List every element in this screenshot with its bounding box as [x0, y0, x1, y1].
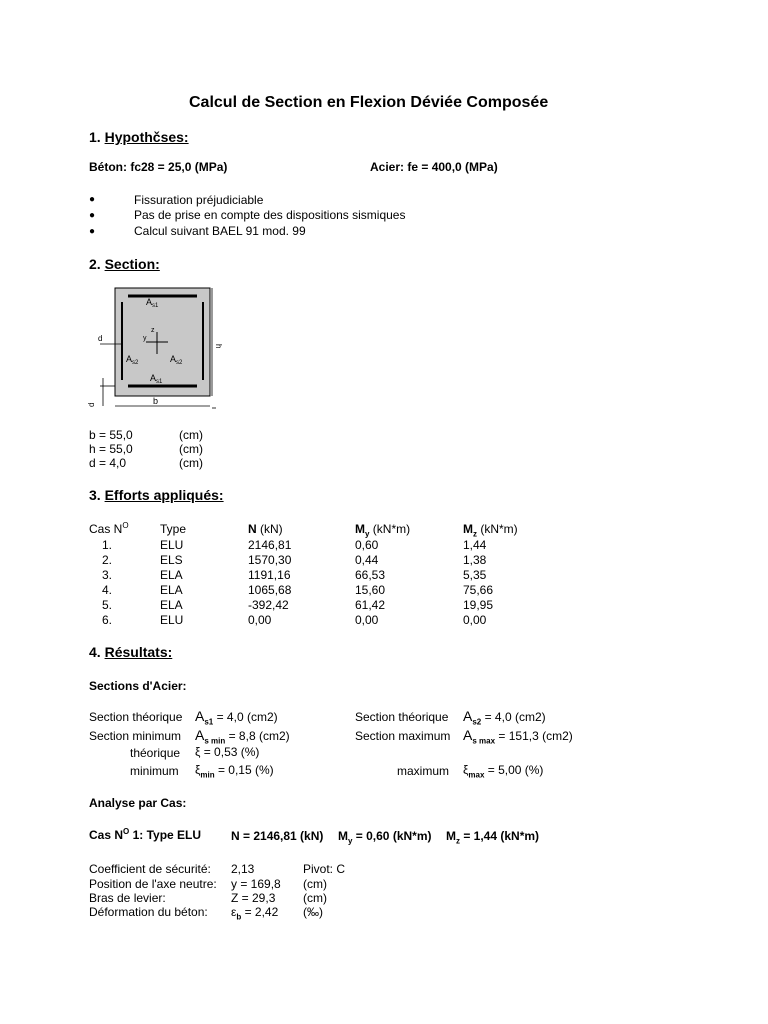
detail-label: Coefficient de sécurité:: [89, 862, 211, 876]
detail-extra: (‰): [303, 905, 323, 919]
table-cell-n: 2146,81: [248, 538, 292, 552]
bullet-item: Calcul suivant BAEL 91 mod. 99: [134, 224, 306, 238]
table-cell-type: ELA: [160, 583, 183, 597]
section-theorique-as2-value: $A_{s2} = 4,0$ (cm2): [463, 708, 546, 727]
section-number: 4.: [89, 644, 101, 660]
dim-h-unit: (cm): [179, 442, 203, 456]
section-maximum-label: Section maximum: [355, 729, 451, 743]
ratio-maximum-label: maximum: [397, 764, 450, 778]
section-label: Efforts appliqués:: [104, 487, 224, 503]
detail-value: 2,13: [231, 862, 255, 876]
table-cell-type: ELA: [160, 598, 183, 612]
table-cell-my: 0,44: [355, 553, 379, 567]
table-cell-my: 0,00: [355, 613, 379, 627]
dim-d-label: d = 4,0: [89, 456, 127, 470]
section-maximum-value: $A_{s max} = 151,3$ (cm2): [463, 727, 573, 746]
subheading-sections-acier: Sections d'Acier:: [89, 679, 187, 693]
subheading-analyse-par-cas: Analyse par Cas:: [89, 796, 187, 810]
table-cell-my: 0,60: [355, 538, 379, 552]
beton-strength: Béton: fc28 = 25,0 (MPa): [89, 160, 228, 174]
section-minimum-label: Section minimum: [89, 729, 182, 743]
label-d-bottom: d: [87, 402, 96, 407]
dim-b-label: b = 55,0: [89, 428, 133, 442]
detail-label: Bras de levier:: [89, 891, 166, 905]
label-as1-top: $A_{s1}$: [146, 297, 159, 309]
dim-h-label: h = 55,0: [89, 442, 133, 456]
section-heading-resultats: [89, 644, 172, 660]
ratio-minimum-label: minimum: [130, 764, 179, 778]
ratio-theorique-value: ξ = 0,53 (%): [195, 745, 260, 759]
table-cell-cas: 4.: [102, 583, 113, 597]
table-cell-mz: 5,35: [463, 568, 487, 582]
section-label: Résultats:: [104, 644, 173, 660]
bullet-item: Fissuration préjudiciable: [134, 193, 264, 207]
table-cell-mz: 75,66: [463, 583, 494, 597]
table-cell-mz: 19,95: [463, 598, 494, 612]
acier-strength: Acier: fe = 400,0 (MPa): [370, 160, 498, 174]
label-b: b: [153, 396, 159, 406]
col-header-type: Type: [160, 522, 187, 536]
ratio-theorique-label: théorique: [130, 746, 181, 760]
label-as2-right: $A_{s2}$: [170, 354, 183, 366]
table-cell-type: ELU: [160, 613, 184, 627]
label-d-left: d: [98, 334, 103, 343]
section-label: Section:: [104, 256, 160, 272]
col-header-mz: $M_z$ (kN*m): [463, 522, 518, 539]
col-header-n: N (kN): [248, 522, 283, 536]
section-minimum-value: $A_{s min} = 8,8$ (cm2): [195, 727, 290, 746]
detail-value: y = 169,8: [231, 877, 281, 891]
table-cell-n: -392,42: [248, 598, 289, 612]
label-h: h: [214, 344, 223, 349]
table-cell-mz: 1,38: [463, 553, 487, 567]
table-cell-n: 1191,16: [248, 568, 291, 582]
bullet-marker: ●: [89, 226, 96, 237]
detail-label: Position de l'axe neutre:: [89, 877, 217, 891]
ratio-minimum-value: $\xi_{min} = 0,15$ (%): [195, 763, 274, 780]
table-cell-mz: 1,44: [463, 538, 487, 552]
label-as2-left: $A_{s2}$: [126, 354, 139, 366]
section-label: Hypothčses:: [104, 129, 189, 145]
detail-extra: (cm): [303, 877, 327, 891]
ratio-maximum-value: $\xi_{max} = 5,00$ (%): [463, 763, 544, 780]
table-cell-my: 66,53: [355, 568, 386, 582]
table-cell-cas: 2.: [102, 553, 113, 567]
col-header-my: $M_y$ (kN*m): [355, 522, 411, 539]
cas-summary-line: Cas $N^O$ 1: Type ELU: [89, 827, 202, 842]
table-cell-my: 15,60: [355, 583, 386, 597]
table-cell-cas: 6.: [102, 613, 113, 627]
section-theorique-as1-label: Section théorique: [89, 710, 183, 724]
label-y: y: [143, 335, 147, 342]
section-heading-hypotheses: [89, 129, 189, 145]
section-theorique-as2-label: Section théorique: [355, 710, 449, 724]
section-number: 3.: [89, 487, 101, 503]
bullet-item: Pas de prise en compte des dispositions sismiques: [134, 208, 406, 222]
label-as1-bottom: $A_{s1}$: [150, 373, 163, 385]
section-heading-section: [89, 256, 160, 272]
detail-extra: (cm): [303, 891, 327, 905]
cas-summary-my: $M_y = 0,60$ (kN*m): [338, 829, 432, 846]
cas-summary-n: N = 2146,81 (kN): [231, 829, 324, 843]
detail-extra: Pivot: C: [303, 862, 346, 876]
page-title: Calcul de Section en Flexion Déviée Composée: [189, 94, 549, 111]
table-cell-my: 61,42: [355, 598, 386, 612]
table-cell-type: ELA: [160, 568, 183, 582]
table-cell-n: 1065,68: [248, 583, 292, 597]
detail-value: $\varepsilon_b = 2,42$: [231, 905, 279, 922]
dim-d-unit: (cm): [179, 456, 203, 470]
detail-value: Z = 29,3: [231, 891, 276, 905]
bullet-marker: ●: [89, 210, 96, 221]
table-cell-cas: 3.: [102, 568, 113, 582]
table-cell-type: ELU: [160, 538, 184, 552]
section-diagram: [88, 282, 228, 412]
col-header-cas: Cas $N^O$: [89, 521, 129, 536]
table-cell-type: ELS: [160, 553, 183, 567]
section-number: 2.: [89, 256, 101, 272]
table-cell-cas: 1.: [102, 538, 113, 552]
cas-summary-mz: $M_z = 1,44$ (kN*m): [446, 829, 540, 846]
section-heading-efforts: [89, 487, 224, 503]
bullet-marker: ●: [89, 194, 96, 205]
table-cell-n: 1570,30: [248, 553, 292, 567]
label-z: z: [151, 327, 155, 334]
table-cell-mz: 0,00: [463, 613, 487, 627]
section-number: 1.: [89, 129, 101, 145]
section-theorique-as1-value: $A_{s1} = 4,0$ (cm2): [195, 708, 278, 727]
table-cell-cas: 5.: [102, 598, 113, 612]
table-cell-n: 0,00: [248, 613, 272, 627]
detail-label: Déformation du béton:: [89, 905, 208, 919]
dim-b-unit: (cm): [179, 428, 203, 442]
